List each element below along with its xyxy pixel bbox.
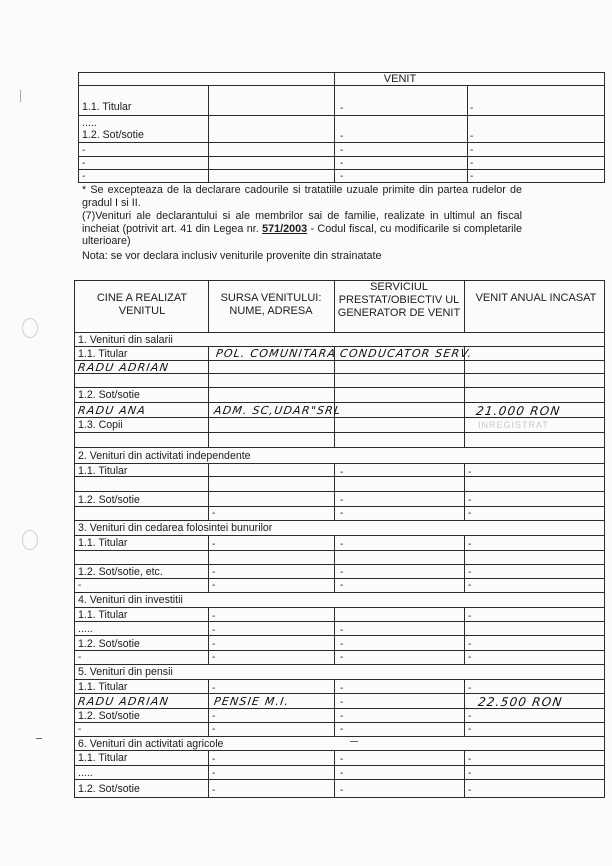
top-row-sot-c3: -: [470, 131, 474, 142]
agricole-dots-c3: -: [340, 768, 344, 779]
independente-titular-c4: -: [468, 467, 472, 478]
investitii-extra-c2: -: [212, 652, 216, 663]
investitii-dots-c2: -: [212, 625, 216, 636]
agricole-sot-label: 1.2. Sot/sotie: [78, 783, 140, 795]
investitii-titular-c4: -: [468, 611, 472, 622]
punch-hole: [22, 318, 38, 338]
folosinta-sot-c3: -: [340, 567, 344, 578]
folosinta-extra-c1: -: [78, 580, 82, 591]
investitii-sot-label: 1.2. Sot/sotie: [78, 638, 140, 650]
income-section-heading: [82, 210, 522, 248]
top-row-titular-c2: -: [340, 103, 344, 114]
pensii-service-c3: -: [340, 697, 344, 708]
pensii-sot-label: 1.2. Sot/sotie: [78, 710, 140, 722]
agricole-titular-c2: -: [212, 754, 216, 765]
folosinta-extra-c3: -: [340, 580, 344, 591]
salarii-sot-name: RADU ANA: [77, 404, 147, 417]
folosinta-titular-label: 1.1. Titular: [78, 537, 128, 549]
pensii-extra-c3: -: [340, 724, 344, 735]
pensii-sot-c4: -: [468, 711, 472, 722]
investitii-dots: .....: [78, 623, 93, 635]
pensii-source: PENSIE M.I.: [213, 695, 291, 708]
top-row-sot-c2: -: [340, 131, 344, 142]
salarii-sot-source: ADM. SC,UDAR"SRL: [213, 404, 343, 417]
top-row-4-c2: -: [340, 158, 344, 169]
col-header-source: SURSA VENITULUI: NUME, ADRESA: [220, 292, 322, 317]
investitii-extra-c1: -: [78, 652, 82, 663]
agricole-dots: .....: [78, 767, 93, 779]
top-row-5-c2: -: [340, 171, 344, 182]
top-row-5-label: -: [82, 171, 86, 182]
folosinta-sot-c2: -: [212, 567, 216, 578]
section-investitii: 4. Venituri din investitii: [78, 594, 183, 606]
pensii-extra-c4: -: [468, 724, 472, 735]
top-row-3-c3: -: [470, 145, 474, 156]
investitii-sot-c2: -: [212, 639, 216, 650]
foreign-income-note: Nota: se vor declara inclusiv veniturile provenite din strainatate: [82, 250, 382, 262]
salarii-titular-service: CONDUCATOR SERV.: [339, 347, 474, 360]
top-row-3-c2: -: [340, 145, 344, 156]
independente-extra-c3: -: [340, 508, 344, 519]
investitii-titular-label: 1.1. Titular: [78, 609, 128, 621]
salarii-titular-label: 1.1. Titular: [78, 348, 128, 360]
law-number: 571/2003: [262, 222, 308, 235]
pensii-sot-c3: -: [340, 711, 344, 722]
salarii-sot-label: 1.2. Sot/sotie: [78, 389, 140, 401]
investitii-sot-c4: -: [468, 639, 472, 650]
pensii-titular-c3: -: [340, 683, 344, 694]
salarii-titular-source: POL. COMUNITARA: [215, 347, 338, 360]
scan-speck: [36, 738, 42, 739]
independente-sot-c3: -: [340, 495, 344, 506]
folosinta-sot-c4: -: [468, 567, 472, 578]
agricole-titular-c3: -: [340, 754, 344, 765]
salarii-titular-name: RADU ADRIAN: [77, 361, 170, 374]
agricole-sot-c3: -: [340, 785, 344, 796]
registration-stamp-ghost: INREGISTRAT: [478, 420, 549, 430]
section-folosinta: 3. Venituri din cedarea folosintei bunurilor: [78, 522, 273, 534]
income-heading-prefix: (7)Venituri ale declarantului si ale membrilor sai de familie, realizate in ultimul an fiscal incheiat (potrivit art. 41 din Legea nr.: [82, 210, 522, 235]
scan-speck: [350, 741, 358, 742]
section-pensii: 5. Venituri din pensii: [78, 666, 173, 678]
venit-header: VENIT: [383, 73, 417, 85]
top-row-4-label: -: [82, 158, 86, 169]
scan-speck: [20, 90, 21, 102]
agricole-titular-label: 1.1. Titular: [78, 752, 128, 764]
investitii-extra-c3: -: [340, 652, 344, 663]
section-salarii: 1. Venituri din salarii: [78, 334, 173, 346]
col-header-service: SERVICIUL PRESTAT/OBIECTIV UL GENERATOR DE VENIT: [337, 281, 461, 319]
agricole-sot-c4: -: [468, 785, 472, 796]
pensii-titular-c4: -: [468, 683, 472, 694]
folosinta-extra-c4: -: [468, 580, 472, 591]
section-agricole: 6. Venituri din activitati agricole: [78, 738, 224, 750]
agricole-sot-c2: -: [212, 785, 216, 796]
col-header-who: CINE A REALIZAT VENITUL: [96, 292, 188, 317]
punch-hole: [22, 530, 38, 550]
independente-titular-c3: -: [340, 467, 344, 478]
top-row-5-c3: -: [470, 171, 474, 182]
folosinta-sot-label: 1.2. Sot/sotie, etc.: [78, 566, 163, 578]
folosinta-titular-c4: -: [468, 539, 472, 550]
independente-sot-label: 1.2. Sot/sotie: [78, 494, 140, 506]
investitii-sot-c3: -: [340, 639, 344, 650]
top-row-titular-label: 1.1. Titular: [82, 101, 132, 113]
agricole-dots-c4: -: [468, 768, 472, 779]
top-row-3-label: -: [82, 145, 86, 156]
independente-extra-c4: -: [468, 508, 472, 519]
pensii-name: RADU ADRIAN: [77, 695, 170, 708]
folosinta-extra-c2: -: [212, 580, 216, 591]
pensii-titular-label: 1.1. Titular: [78, 681, 128, 693]
independente-sot-c4: -: [468, 495, 472, 506]
top-row-4-c3: -: [470, 158, 474, 169]
folosinta-titular-c2: -: [212, 539, 216, 550]
pensii-income: 22.500 RON: [477, 695, 564, 709]
pensii-extra-c1: -: [78, 724, 82, 735]
agricole-dots-c2: -: [212, 768, 216, 779]
folosinta-titular-c3: -: [340, 539, 344, 550]
pensii-extra-c2: -: [212, 724, 216, 735]
gifts-exception-note: * Se excepteaza de la declarare cadourile si tratatiile uzuale primite din partea rudelor de gradul I si II.: [82, 184, 522, 209]
pensii-titular-c2: -: [212, 683, 216, 694]
top-row-dots: .....: [82, 117, 97, 129]
col-header-income: VENIT ANUAL INCASAT: [475, 292, 597, 304]
agricole-titular-c4: -: [468, 754, 472, 765]
salarii-sot-income: 21.000 RON: [475, 404, 562, 418]
salarii-copii-label: 1.3. Copii: [78, 419, 123, 431]
independente-extra-c2: -: [212, 508, 216, 519]
investitii-dots-c3: -: [340, 625, 344, 636]
top-row-titular-c3: -: [470, 103, 474, 114]
investitii-extra-c4: -: [468, 652, 472, 663]
pensii-sot-c2: -: [212, 711, 216, 722]
section-independente: 2. Venituri din activitati independente: [78, 450, 251, 462]
income-heading-suffix: - Codul fiscal, cu modificarile si completarile ulterioare): [82, 222, 522, 248]
investitii-titular-c2: -: [212, 611, 216, 622]
independente-titular-label: 1.1. Titular: [78, 465, 128, 477]
top-row-sot-label: 1.2. Sot/sotie: [82, 129, 144, 141]
